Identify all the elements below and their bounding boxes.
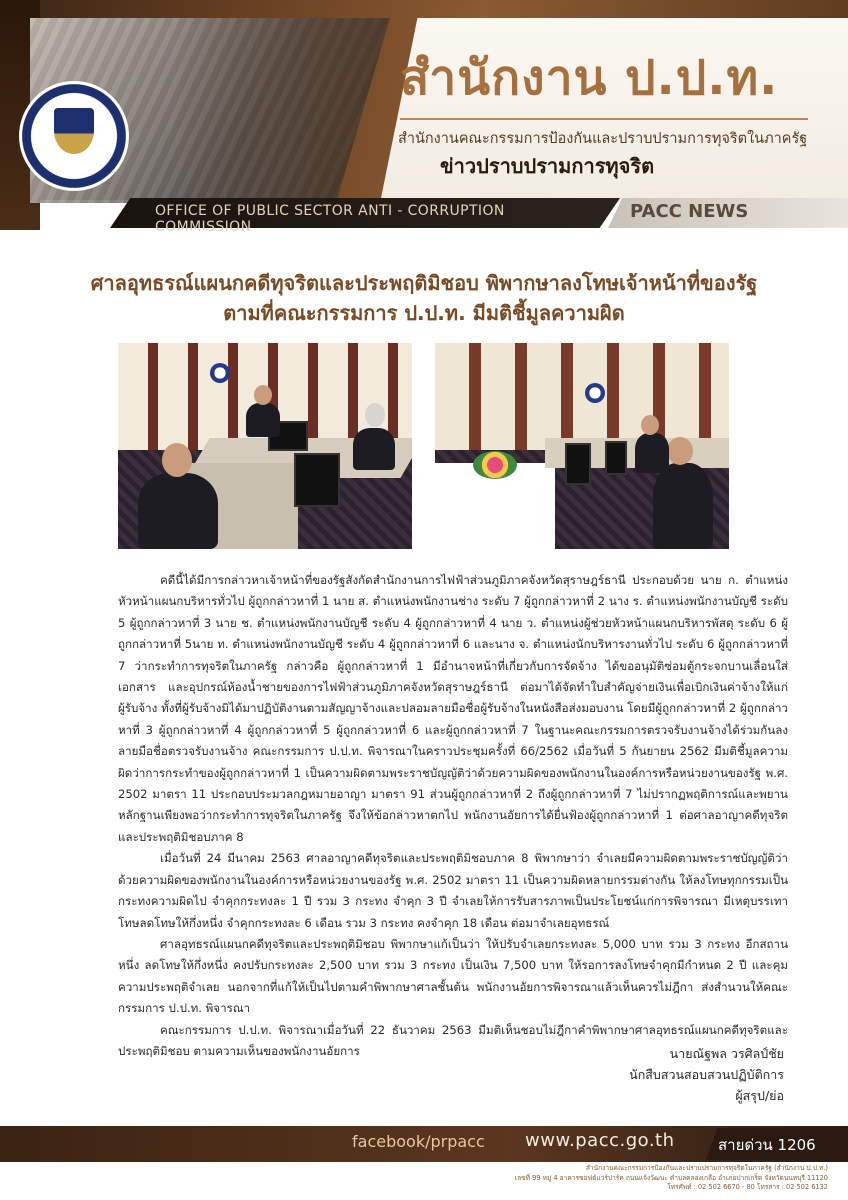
article-title [40,268,808,328]
wall-emblem-icon [585,383,605,403]
article-body [118,570,788,1062]
org-full-name-thai: สำนักงานคณะกรรมการป้องกันและปราบปรามการทุจริตในภาครัฐ [398,131,808,147]
monitor-icon [294,453,340,507]
author-role: ผู้สรุป/ย่อ [735,1088,784,1103]
author-position: นักสืบสวนสอบสวนปฏิบัติการ [629,1067,784,1082]
article-title-line-2: ตามที่คณะกรรมการ ป.ป.ท. มีมติชี้มูลความผิด [223,301,625,325]
meeting-photo-right [435,343,729,549]
footer-address [340,1164,828,1193]
pacc-seal-logo [22,84,126,188]
address-line: สำนักงานคณะกรรมการป้องกันและปราบปรามการทุจริตในภาครัฐ (สำนักงาน ป.ป.ท.) [585,1164,828,1172]
flower-arrangement [473,451,517,479]
article-paragraph: เมื่อวันที่ 24 มีนาคม 2563 ศาลอาญาคดีทุจริตและประพฤติมิชอบภาค 8 พิพากษาว่า จำเลยมีความผิดตามพระราชบัญญัติว่าด้วยความผิดของพนักงานในองค์การหรือหน่วยงานของรัฐ พ.ศ. 2502 มาตรา 11 เป็นความผิดหลายกรรมต่างกัน ให้ลงโทษทุกกรรมเป็นกระทงความผิดไป จำคุกกระทงละ 1 ปี รวม 3 กระทง จำคุก 3 ปี จำเลยให้การรับสารภาพเป็นประโยชน์แก่การพิจารณา มีเหตุบรรเทาโทษลดโทษให้กึ่งหนึ่ง จำคุกกระทงละ 6 เดือน รวม 3 กระทง คงจำคุก 18 เดือน ต่อมาจำเลยอุทธรณ์ [118,851,788,930]
monitor-icon [565,443,591,485]
header-divider [400,118,808,120]
org-name-thai: สำนักงาน ป.ป.ท. [400,50,779,106]
article-paragraph: คดีนี้ได้มีการกล่าวหาเจ้าหน้าที่ของรัฐสังกัดสำนักงานการไฟฟ้าส่วนภูมิภาคจังหวัดสุราษฎร์ธานี ประกอบด้วย นาย ก. ตำแหน่งหัวหน้าแผนกบริหารทั่วไป ผู้ถูกกล่าวหาที่ 1 นาย ส. ตำแหน่งพนักงานช่าง ระดับ 7 ผู้ถูกกล่าวหาที่ 2 นาง ร. ตำแหน่งพนักงานบัญชี ระดับ 5 ผู้ถูกกล่าวหาที่ 3 นาย ช. ตำแหน่งพนักงานบัญชี ระดับ 4 ผู้ถูกกล่าวหาที่ 4 นาย ว. ตำแหน่งผู้ช่วยหัวหน้าแผนกบริหารพัสดุ ระดับ 6 ผู้ถูกกล่าวหาที่ 5นาย ท. ตำแหน่งพนักงานบัญชี ระดับ 4 ผู้ถูกกล่าวหาที่ 6 และนาง จ. ตำแหน่งนักบริหารงานทั่วไป ระดับ 6 ผู้ถูกกล่าวหาที่ 7 ว่ากระทำการทุจริตในภาครัฐ กล่าวคือ ผู้ถูกกล่าวหาที่ 1 มีอำนาจหน้าที่เกี่ยวกับการจัดจ้าง ได้ขออนุมัติซ่อมตู้กระจกบานเลื่อนใส่เอกสาร และอุปกรณ์ห้องน้ำชายของการไฟฟ้าส่วนภูมิภาคจังหวัดสุราษฎร์ธานี ต่อมาได้จัดทำใบสำคัญจ่ายเงินเพื่อเบิกเงินค่าจ้างให้แก่ผู้รับจ้าง ทั้งที่ผู้รับจ้างมิได้มาปฏิบัติงานตามสัญญาจ้างและปลอมลายมือชื่อผู้รับจ้างในหนังสือส่งมอบงาน โดยมีผู้ถูกกล่าวหาที่ 2 ผู้ถูกกล่าวหาที่ 3 ผู้ถูกกล่าวหาที่ 4 ผู้ถูกกล่าวหาที่ 5 ผู้ถูกกล่าวหาที่ 6 และผู้ถูกกล่าวหาที่ 7 ในฐานะคณะกรรมการตรวจรับงานจ้างได้ร่วมกันลงลายมือชื่อตรวจรับงานจ้าง คณะกรรมการ ป.ป.ท. พิจารณาในคราวประชุมครั้งที่ 66/2562 เมื่อวันที่ 5 กันยายน 2562 มีมติชี้มูลความผิดว่าการกระทำของผู้ถูกกล่าวหาที่ 1 เป็นความผิดตามพระราชบัญญัติว่าด้วยความผิดของพนักงานในองค์การหรือหน่วยงานของรัฐ พ.ศ. 2502 มาตรา 11 ประกอบประมวลกฎหมายอาญา มาตรา 91 ส่วนผู้ถูกกล่าวหาที่ 2 ถึงผู้ถูกกล่าวหาที่ 7 ไม่ปรากฏพฤติการณ์และพยานหลักฐานเพียงพอว่ากระทำการทุจริตในภาครัฐ จึงให้ข้อกล่าวหาตกไป พนักงานอัยการได้ยื่นฟ้องผู้ถูกกล่าวหาที่ 1 ต่อศาลอาญาคดีทุจริตและประพฤติมิชอบภาค 8 [118,573,788,844]
wall-emblem-icon [210,363,230,383]
website-link[interactable]: www.pacc.go.th [525,1130,675,1151]
author-name: นายณัฐพล วรศิลป์ชัย [669,1046,784,1061]
address-line: เลขที่ 99 หมู่ 4 อาคารซอฟต์แวร์ปาร์ค ถนนแจ้งวัฒนะ ตำบลคลองเกลือ อำเภอปากเกร็ด จังหวัดนนทบุรี 11120 [514,1173,828,1182]
meeting-photo-left [118,343,412,549]
address-line: โทรศัพท์ : 02 502 6670 - 80 โทรสาร : 02 502 6132 [667,1183,828,1191]
org-name-english: OFFICE OF PUBLIC SECTOR ANTI - CORRUPTION COMMISSION [155,203,505,235]
author-signature-block [524,1043,784,1106]
article-title-line-1: ศาลอุทธรณ์แผนกคดีทุจริตและประพฤติมิชอบ พิพากษาลงโทษเจ้าหน้าที่ของรัฐ [90,271,758,295]
header-banner [0,0,848,260]
news-label-english: PACC NEWS [630,201,749,222]
monitor-icon [605,441,627,475]
hotline-number: สายด่วน 1206 [718,1136,816,1154]
news-category-thai: ข่าวปราบปรามการทุจริต [440,154,655,178]
seal-emblem-icon [54,108,94,154]
facebook-link[interactable]: facebook/prpacc [352,1132,485,1151]
article-paragraph: ศาลอุทธรณ์แผนกคดีทุจริตและประพฤติมิชอบ พิพากษาแก้เป็นว่า ให้ปรับจำเลยกระทงละ 5,000 บาท รวม 3 กระทง อีกสถานหนึ่ง ลดโทษให้กึ่งหนึ่ง คงปรับกระทงละ 2,500 บาท รวม 3 กระทง เป็นเงิน 7,500 บาท ให้รอการลงโทษจำคุกมีกำหนด 2 ปี และคุมความประพฤติจำเลย นอกจากที่แก้ให้เป็นไปตามคำพิพากษาศาลชั้นต้น พนักงานอัยการพิจารณาแล้วเห็นควรไม่ฎีกา ส่งสำนวนให้คณะกรรมการ ป.ป.ท. พิจารณา [118,936,788,1016]
article-paragraph: คณะกรรมการ ป.ป.ท. พิจารณาเมื่อวันที่ 22 ธันวาคม 2563 มีมติเห็นชอบไม่ฎีกาคำพิพากษาศาลอุทธรณ์แผนกคดีทุจริตและประพฤติมิชอบ ตามความเห็นของพนักงานอัยการ [118,1022,788,1058]
